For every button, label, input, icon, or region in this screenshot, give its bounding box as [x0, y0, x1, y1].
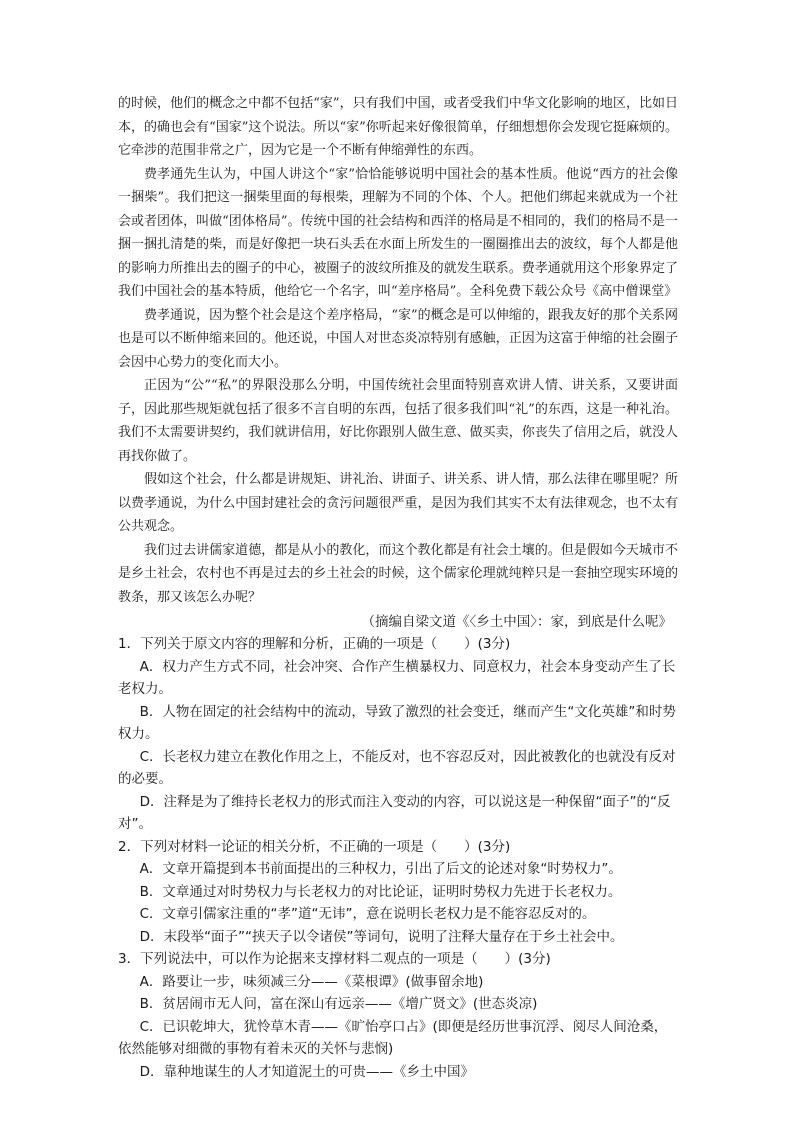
- option-a: A．权力产生方式不同，社会冲突、合作产生横暴权力、同意权力，社会本身变动产生了长老权力。: [118, 658, 676, 697]
- question-list: [118, 633, 678, 1083]
- reading-passage: [118, 92, 678, 609]
- option-d: D．靠种地谋生的人才知道泥土的可贵——《乡土中国》: [139, 1063, 474, 1080]
- option-a: A．文章开篇提到本书前面提出的三种权力，引出了后文的论述对象“时势权力”。: [139, 861, 622, 877]
- option-c: C．已识乾坤大，犹怜草木青——《旷怡亭口占》(即便是经历世事沉浮、阅尽人间沧桑，依然能够对细微的事物有着未灭的关怀与悲悯): [118, 1018, 668, 1057]
- question-stem: 1．下列关于原文内容的理解和分析，正确的一项是（ ）(3分): [118, 636, 511, 652]
- option-d: D．注释是为了维持长老权力的形式而注入变动的内容，可以说这是一种保留“面子”的“反对”。: [118, 793, 671, 832]
- passage-paragraph: 正因为“公”“私”的界限没那么分明，中国传统社会里面特别喜欢讲人情、讲关系，又要讲面子，因此那些规矩就包括了很多不言自明的东西，包括了很多我们叫“礼”的东西，这是一种礼治。我们不太需要讲契约，我们就讲信用，好比你跟别人做生意、做买卖，你丧失了信用之后，就没人再找你做了。: [118, 378, 678, 464]
- question-stem: 3．下列说法中，可以作为论据来支撑材料二观点的一项是（ ）(3分): [118, 951, 551, 967]
- question-3: [118, 948, 678, 1083]
- passage-paragraph: 假如这个社会，什么都是讲规矩、讲礼治、讲面子、讲关系、讲人情，那么法律在哪里呢？所以费孝通说，为什么中国封建社会的贪污问题很严重，是因为我们其实不太有法律观念，也不太有公共观念。: [118, 472, 678, 534]
- question-stem: 2．下列对材料一论证的相关分析，不正确的一项是（ ）(3分): [118, 838, 511, 855]
- option-b: B．人物在固定的社会结构中的流动，导致了激烈的社会变迁，继而产生“文化英雄”和时势权力。: [118, 703, 676, 742]
- question-1: [118, 633, 678, 836]
- passage-paragraph: 费孝通先生认为，中国人讲这个“家”恰恰能够说明中国社会的基本性质。他说“西方的社会像一捆柴”。我们把这一捆柴里面的每根柴，理解为不同的个体、个人。把他们绑起来就成为一个社会或者团体，叫做“团体格局”。传统中国的社会结构和西洋的格局是不相同的，我们的格局不是一捆一捆扎清楚的柴，而是好像把一块石头丢在水面上所发生的一圈圈推出去的波纹，每个人都是他的影响力所推出去的圈子的中心，被圈子的波纹所推及的就发生联系。费孝通就用这个形象界定了我们中国社会的基本特质，他给它一个名字，叫“差序格局”。全科免费下载公众号《高中僧课堂》: [118, 166, 678, 299]
- passage-paragraph: 我们过去讲儒家道德，都是从小的教化，而这个教化都是有社会土壤的。但是假如今天城市不是乡土社会，农村也不再是过去的乡土社会的时候，这个儒家伦理就纯粹只是一套抽空现实环境的教条，那又该怎么办呢？: [118, 542, 678, 605]
- option-a: A．路要让一步，味须减三分——《菜根谭》(做事留余地): [139, 973, 484, 990]
- option-c: C．长老权力建立在教化作用之上，不能反对，也不容忍反对，因此被教化的也就没有反对的必要。: [118, 748, 676, 787]
- option-b: B．文章通过对时势权力与长老权力的对比论证，证明时势权力先进于长老权力。: [139, 883, 622, 900]
- passage-paragraph: 的时候，他们的概念之中都不包括“家”，只有我们中国，或者受我们中华文化影响的地区，比如日本，的确也会有“国家”这个说法。所以“家”你听起来好像很简单，仔细想想你会发现它挺麻烦的。它牵涉的范围非常之广，因为它是一个不断有伸缩弹性的东西。: [118, 96, 678, 158]
- passage-paragraph: 费孝通说，因为整个社会是这个差序格局，“家”的概念是可以伸缩的，跟我友好的那个关系网也是可以不断伸缩来回的。他还说，中国人对世态炎凉特别有感触，正因为这富于伸缩的社会圈子会因中心势力的变化而大小。: [118, 307, 678, 370]
- document-page: [118, 92, 678, 1083]
- option-d: D．末段举“面子”“挟天子以令诸侯”等词句，说明了注释大量存在于乡土社会中。: [139, 928, 624, 945]
- option-c: C．文章引儒家注重的“孝”道“无讳”，意在说明长老权力是不能容忍反对的。: [139, 906, 596, 922]
- question-2: [118, 836, 678, 949]
- option-b: B．贫居闹市无人问，富在深山有远亲——《增广贤文》(世态炎凉): [139, 996, 538, 1012]
- passage-source: （摘编自梁文道《〈乡土中国〉：家，到底是什么呢》: [361, 614, 672, 630]
